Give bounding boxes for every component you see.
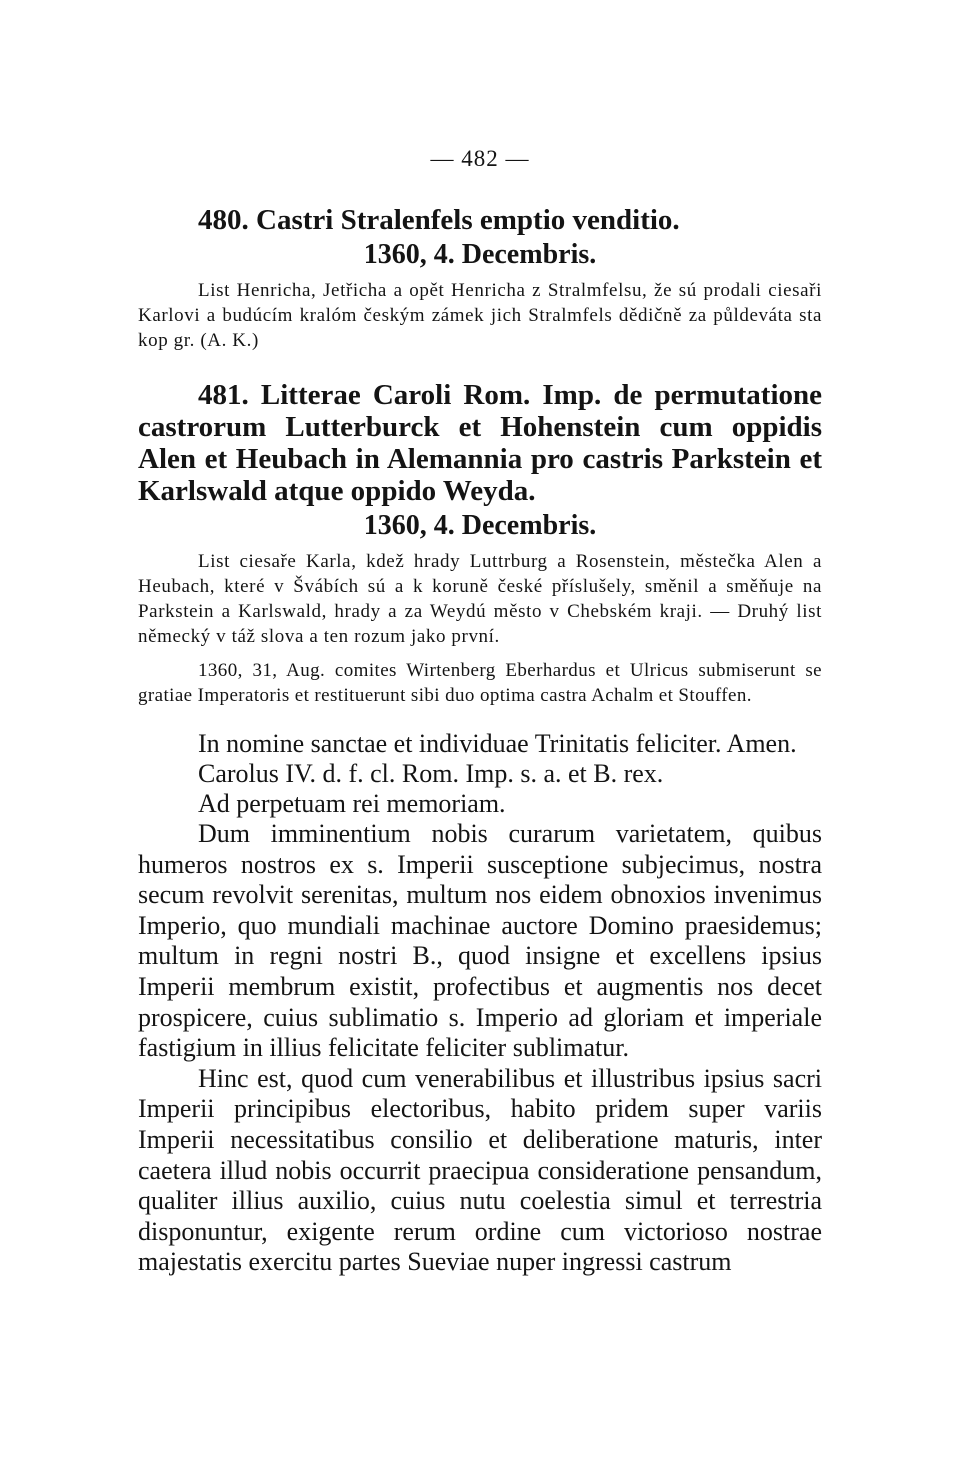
charter-paragraph-1: Dum imminentium nobis curarum varietatem, quibus humeros nostros ex s. Imperii susceptione subjecimus, nostra secum revolvit serenitas, multum nos eidem obnoxios invenimus Imperio, quo mundiali machinae auctore Domino praesidemus; multum in regni nostri B., quod insigne et excellens ipsius Imperii membrum existit, profectibus et augmentis nos decet prospicere, cuius sublimatio s. Imperio ad gloriam et imperiale fastigium in illius felicitate feliciter sublimatur.	[138, 819, 822, 1063]
document-481-title: 481. Litterae Caroli Rom. Imp. de permutatione castrorum Lutterburck et Hohenstein cum oppidis Alen et Heubach in Alemannia pro castris Parkstein et Karlswald atque oppido Weyda.	[138, 379, 822, 507]
document-480	[138, 204, 822, 353]
page-number: — 482 —	[430, 146, 530, 171]
document-481-date: 1360, 4. Decembris.	[363, 510, 597, 541]
document-480-date: 1360, 4. Decembris.	[363, 239, 597, 270]
intitulation: Carolus IV. d. f. cl. Rom. Imp. s. a. et B. rex.	[198, 759, 664, 788]
document-480-title: 480. Castri Stralenfels emptio venditio.	[198, 204, 680, 236]
invocation: In nomine sanctae et individuae Trinitatis feliciter. Amen.	[198, 729, 797, 758]
document-481-note: 1360, 31, Aug. comites Wirtenberg Eberhardus et Ulricus submiserunt se gratiae Imperatoris et restituerunt sibi duo optima castra Achalm et Stouffen.	[138, 660, 822, 706]
charter-paragraph-2: Hinc est, quod cum venerabilibus et illustribus ipsius sacri Imperii principibus electoribus, habito pridem super variis Imperii necessitatibus consilio et deliberatione maturis, inter caetera illud nobis occurrit praecipua consideratione pensandum, qualiter illius auxilio, cuius nutu coelestia simul et terrestria disponuntur, exigente rerum ordine cum victorioso nostrae majestatis exercitu partes Sueviae nuper ingressi castrum	[138, 1063, 822, 1277]
perpetuation-formula: Ad perpetuam rei memoriam.	[198, 789, 506, 818]
book-page	[138, 146, 822, 1278]
charter-text	[138, 729, 822, 1278]
document-481-regest: List ciesaře Karla, kdež hrady Luttrburg a Rosenstein, městečka Alen a Heubach, které v Švábích sú a k koruně české příslušely, směnil a směňuje na Parkstein a Karlswald, hrady a za Weydú město v Chebském kraji. — Druhý list německý v táž slova a ten rozum jako první.	[138, 551, 822, 647]
document-481	[138, 379, 822, 708]
document-480-regest: List Henricha, Jetřicha a opět Henricha z Stralmfelsu, že sú prodali ciesaři Karlovi a budúcím kralóm českým zámek jich Stralmfels dědičně za půldeváta sta kop gr. (A. K.)	[138, 280, 822, 351]
